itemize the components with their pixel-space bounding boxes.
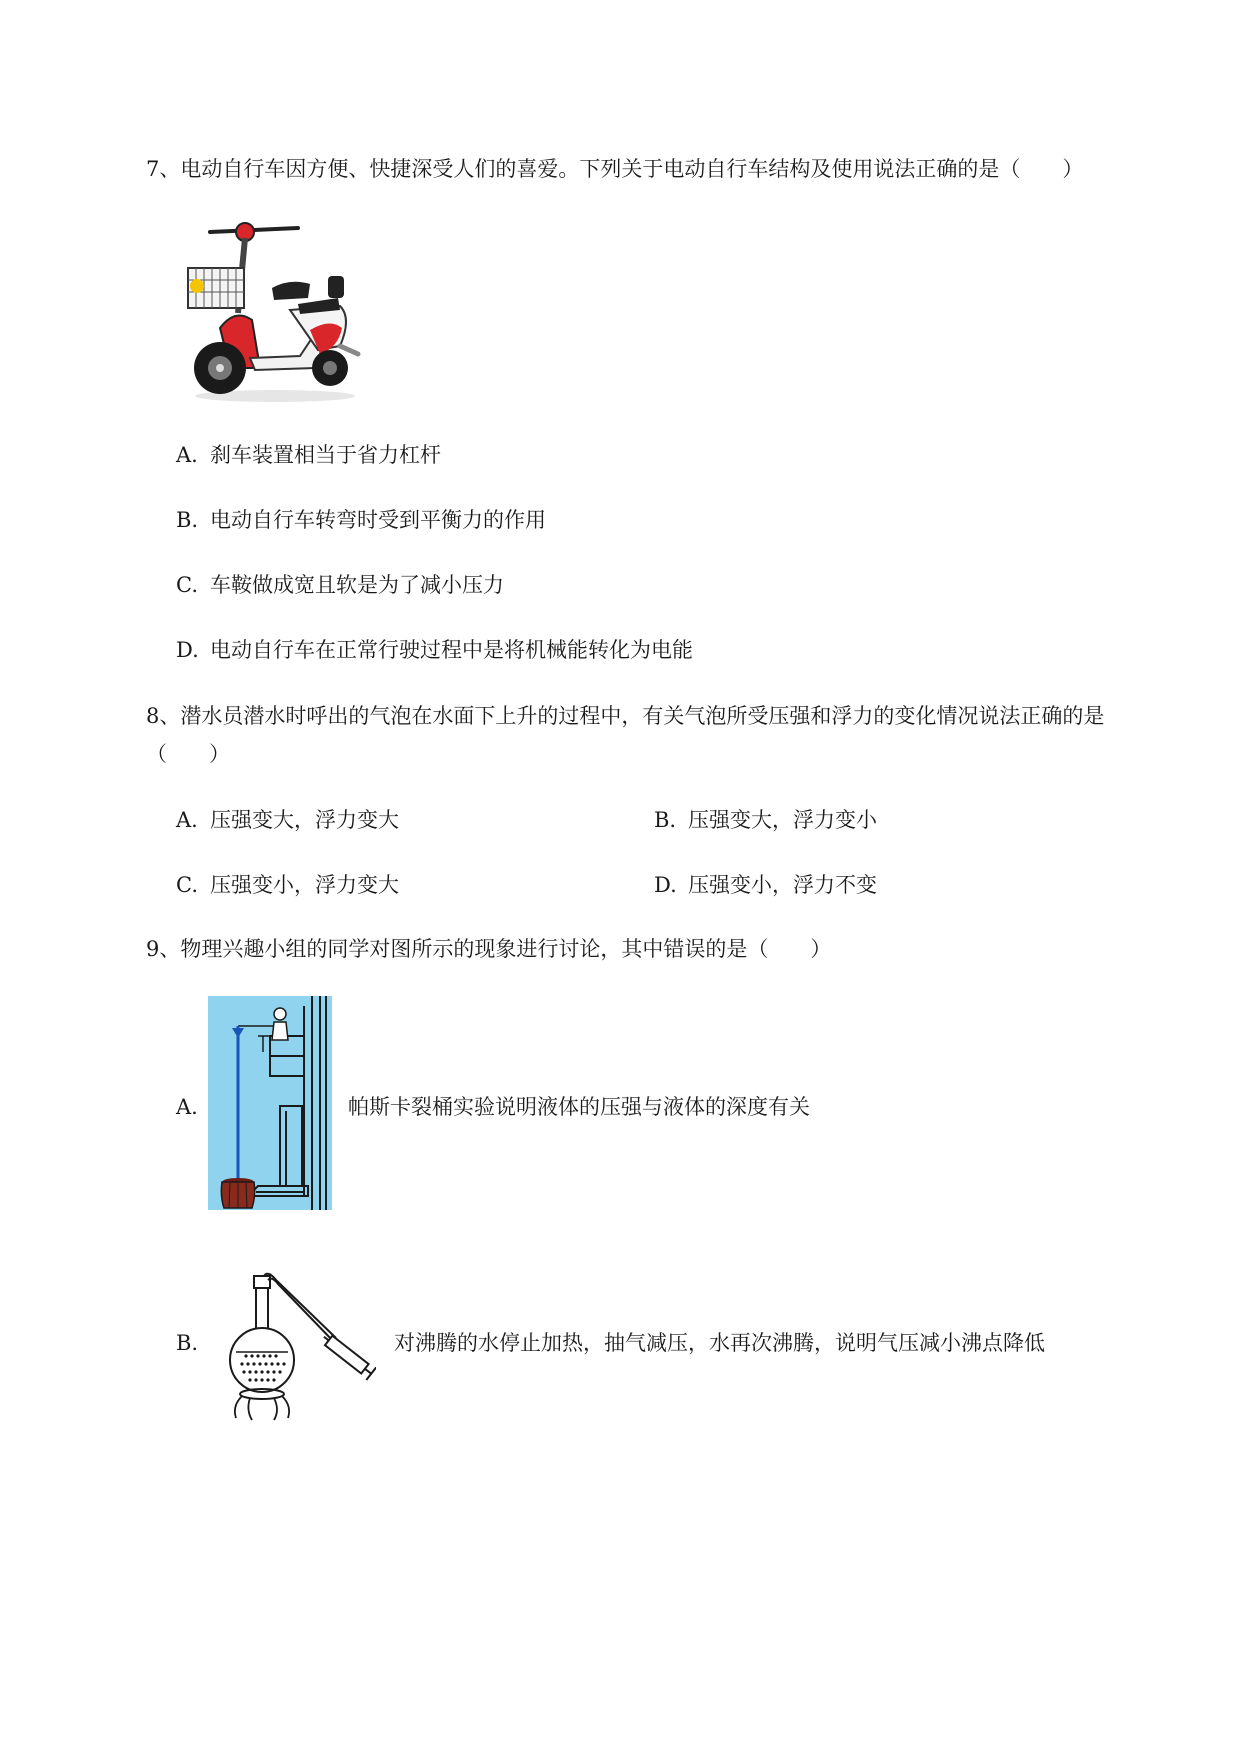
q8-stem: 8、潜水员潜水时呼出的气泡在水面下上升的过程中，有关气泡所受压强和浮力的变化情况说法正确的是（ ）: [146, 704, 1105, 766]
q7-option-c: [176, 570, 504, 600]
option-text: 压强变大，浮力变大: [210, 808, 399, 832]
q7-option-d: [176, 635, 693, 665]
option-label: B.: [176, 508, 199, 532]
q9-option-b-text: 对沸腾的水停止加热，抽气减压，水再次沸腾，说明气压减小沸点降低: [394, 1331, 1045, 1355]
q7-option-b: [176, 505, 546, 535]
option-text: 刹车装置相当于省力杠杆: [210, 443, 441, 467]
option-label: D.: [654, 873, 677, 897]
q7-stem: 7、电动自行车因方便、快捷深受人们的喜爱。下列关于电动自行车结构及使用说法正确的是（ ）: [146, 157, 1084, 181]
q8-option-a: [176, 805, 399, 835]
option-text: 车鞍做成宽且软是为了减小压力: [210, 573, 504, 597]
option-text: 电动自行车在正常行驶过程中是将机械能转化为电能: [210, 638, 693, 662]
electric-bicycle-illustration: [180, 218, 368, 408]
option-text: 压强变大，浮力变小: [688, 808, 877, 832]
q9-stem: 9、物理兴趣小组的同学对图所示的现象进行讨论，其中错误的是（ ）: [146, 937, 832, 961]
q8-option-b: [654, 805, 877, 835]
q9-option-a-text: 帕斯卡裂桶实验说明液体的压强与液体的深度有关: [348, 1095, 810, 1119]
option-label: A.: [176, 808, 198, 832]
option-label: C.: [176, 873, 198, 897]
q9-option-b-label: B.: [176, 1331, 199, 1355]
option-text: 压强变小，浮力不变: [688, 873, 877, 897]
option-label: A.: [176, 443, 198, 467]
q8-option-c: [176, 870, 399, 900]
pascal-barrel-illustration: [208, 996, 332, 1210]
q9-option-a-label: A.: [176, 1095, 198, 1119]
flask-syringe-illustration: [228, 1272, 376, 1422]
option-label: B.: [654, 808, 677, 832]
q8-option-d: [654, 870, 877, 900]
q7-option-a: [176, 440, 441, 470]
option-label: C.: [176, 573, 198, 597]
option-label: D.: [176, 638, 199, 662]
option-text: 电动自行车转弯时受到平衡力的作用: [210, 508, 546, 532]
option-text: 压强变小，浮力变大: [210, 873, 399, 897]
